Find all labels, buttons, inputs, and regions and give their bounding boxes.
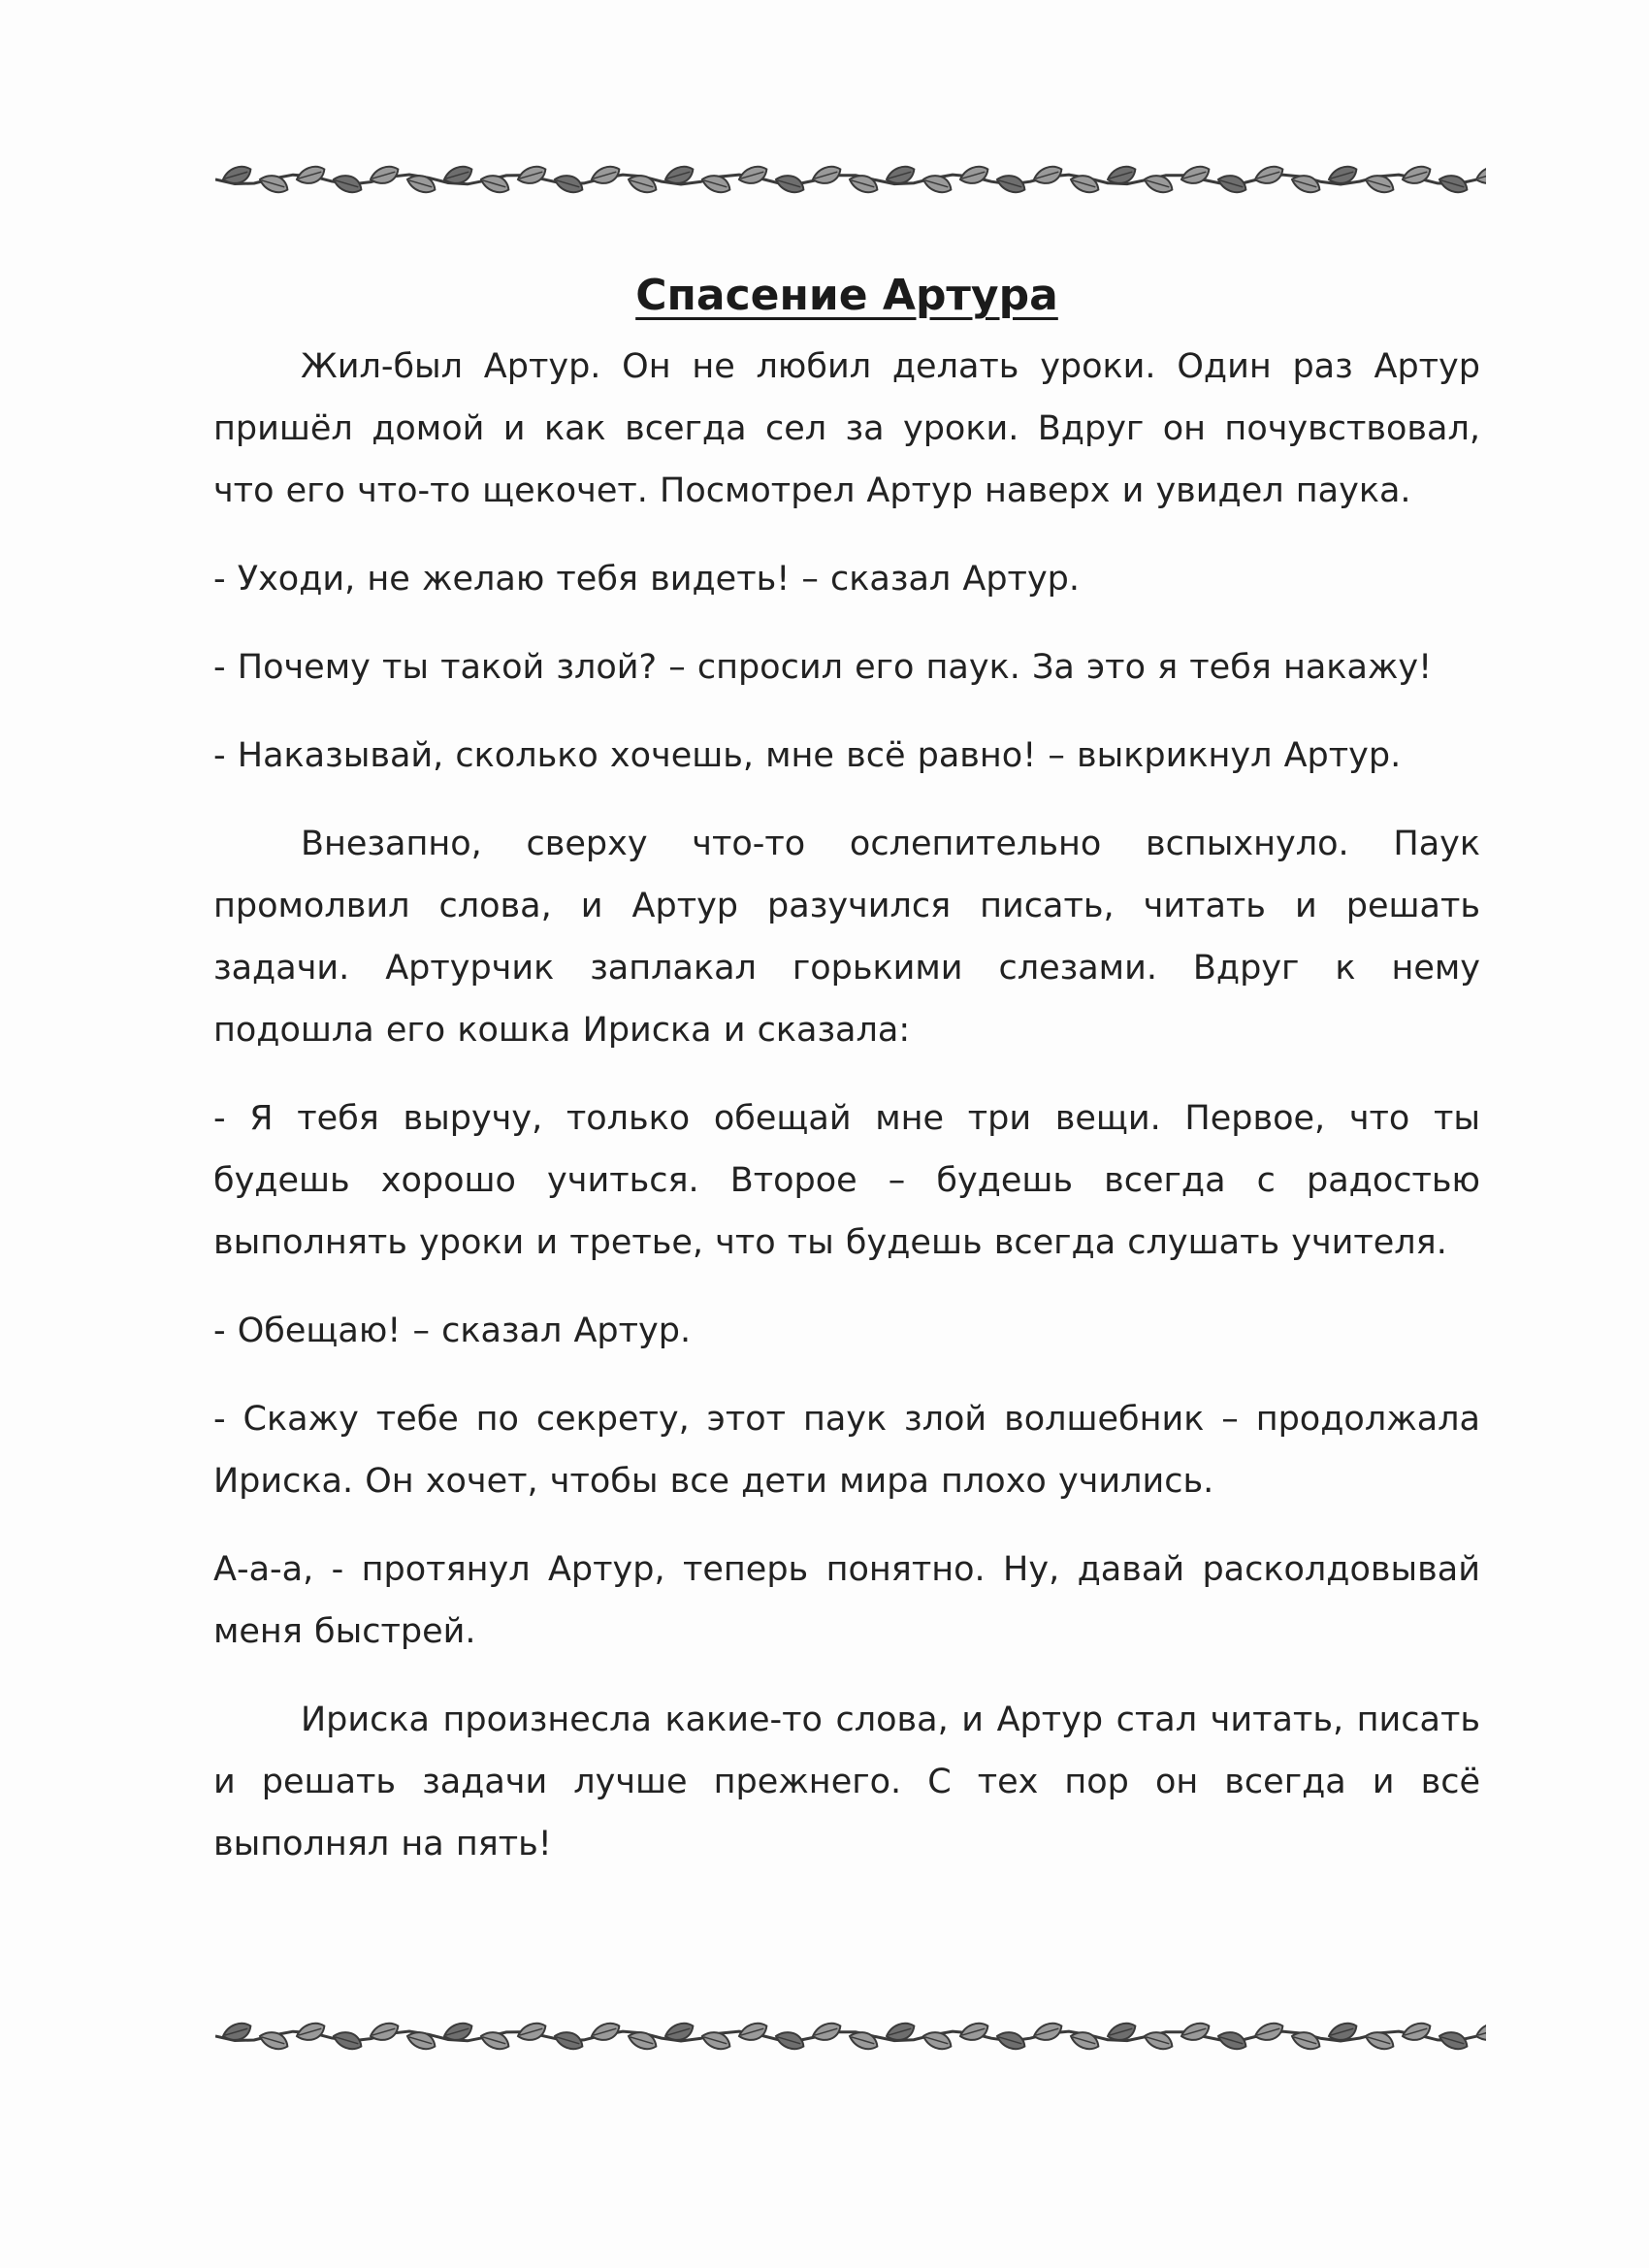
leaf-garland-icon xyxy=(215,2014,1486,2058)
story-paragraph: - Обещаю! – сказал Артур. xyxy=(213,1312,692,1350)
story-paragraph: А-а-а, - протянул Артур, теперь понятно. Ну, давай расколдовывай меня быстрей. xyxy=(213,1550,1480,1651)
story-paragraph: - Я тебя выручу, только обещай мне три вещи. Первое, что ты будешь хорошо учиться. Второе – будешь всегда с радостью выполнять уроки и третье, что ты будешь всегда слушать учителя. xyxy=(213,1099,1480,1262)
story-paragraph: Внезапно, сверху что-то ослепительно вспыхнуло. Паук промолвил слова, и Артур разучился писать, читать и решать задачи. Артурчик заплакал горькими слезами. Вдруг к нему подошла его кошка Ириска и сказала: xyxy=(213,825,1480,1050)
leaf-garland-icon xyxy=(215,157,1486,202)
story-title: Спасение Артура xyxy=(635,271,1058,321)
story-body xyxy=(213,336,1480,1901)
story-paragraph: - Наказывай, сколько хочешь, мне всё равно! – выкрикнул Артур. xyxy=(213,736,1402,775)
story-paragraph: - Уходи, не желаю тебя видеть! – сказал Артур. xyxy=(213,560,1080,599)
story-paragraph: Ириска произнесла какие-то слова, и Артур стал читать, писать и решать задачи лучше прежнего. С тех пор он всегда и всё выполнял на пять! xyxy=(213,1701,1480,1863)
bottom-ornamental-border xyxy=(215,2014,1486,2058)
top-ornamental-border xyxy=(215,157,1486,202)
story-paragraph: Жил-был Артур. Он не любил делать уроки. Один раз Артур пришёл домой и как всегда сел за уроки. Вдруг он почувствовал, что его что-то щекочет. Посмотрел Артур наверх и увидел паука. xyxy=(213,347,1480,510)
story-paragraph: - Почему ты такой злой? – спросил его паук. За это я тебя накажу! xyxy=(213,648,1433,687)
story-paragraph: - Скажу тебе по секрету, этот паук злой волшебник – продолжала Ириска. Он хочет, чтобы все дети мира плохо учились. xyxy=(213,1400,1480,1501)
